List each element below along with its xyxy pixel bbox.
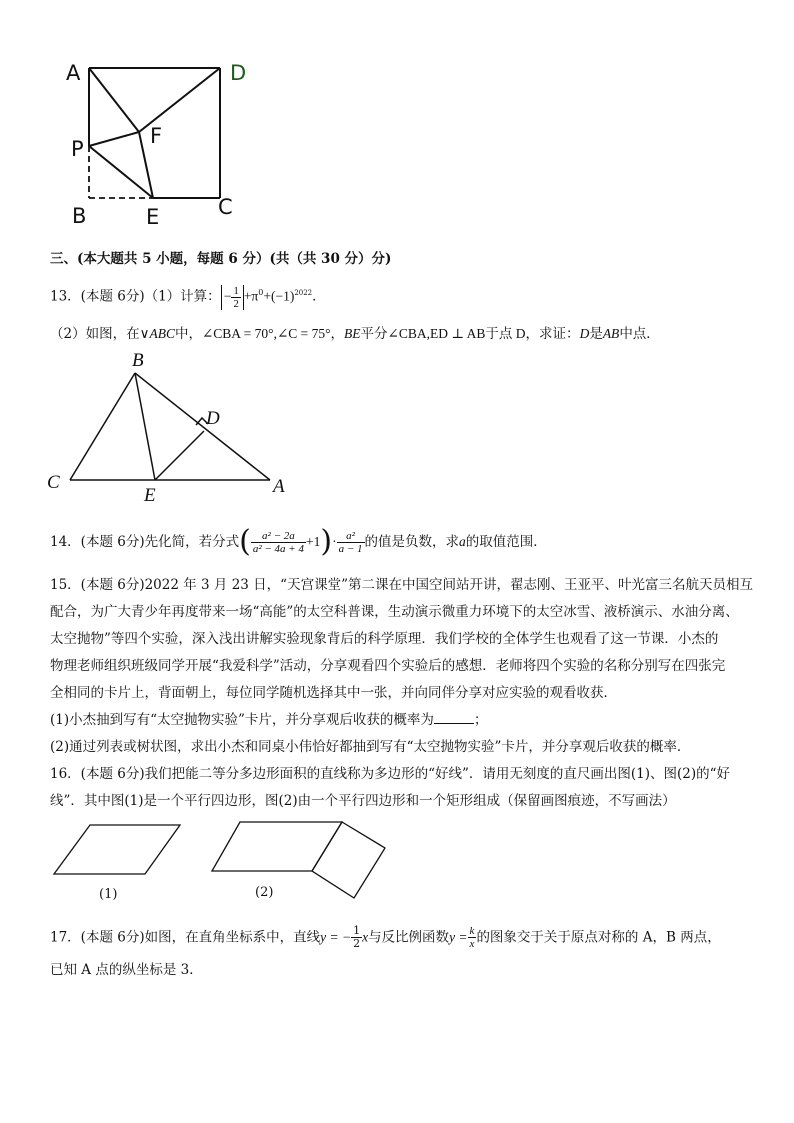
answer-blank[interactable]	[434, 711, 474, 724]
tri-label-E: E	[144, 485, 156, 506]
label-P: P	[71, 137, 84, 161]
q17-line-1: 17．(本题 6分)如图，在直角坐标系中，直线y = − $\frac{1}{2}$ x与反比例函数y = $\frac{k}{x}$ 的图象交于关于原点对称的 A，B 两点，	[50, 924, 721, 950]
label-F: F	[150, 124, 163, 148]
abs-value: − $\frac{1}{2}$	[221, 285, 244, 310]
segment-DF	[139, 68, 220, 132]
q15-line-4: 物理老师组织班级同学开展“我爱科学”活动，分享观看四个实验后的感想．老师将四个实验的名称分别写在四张完	[50, 658, 726, 674]
tri-label-B: B	[132, 350, 144, 371]
parallelogram-2	[212, 822, 342, 871]
label-C: C	[218, 195, 233, 219]
q17-fraction-kx: $\frac{k}{x}$	[469, 925, 475, 950]
q15-sub1: (1)小杰抽到写有“太空抛物实验”卡片，并分享观后收获的概率为 ；	[50, 712, 488, 728]
label-E: E	[146, 205, 160, 229]
q13-pi-term: +π	[243, 288, 259, 304]
q16-line-2: 线”．其中图(1)是一个平行四边形，图(2)由一个平行四边形和一个矩形组成（保留画图痕迹，不写画法）	[50, 793, 676, 809]
q17-fraction-half: $\frac{1}{2}$	[353, 924, 361, 950]
q13-fraction: $\frac{1}{2}$	[233, 284, 239, 310]
tri-label-A: A	[273, 476, 285, 497]
edge-CB	[70, 373, 135, 480]
label-A: A	[66, 61, 81, 85]
triangle-figure	[70, 373, 270, 480]
q15-line-2: 配合，为广大青少年再度带来一场“高能”的太空科普课，生动演示微重力环境下的太空冰雪、液桥演示、水油分离、	[50, 604, 739, 620]
q15-line-3: 太空抛物”等四个实验，深入浅出讲解实验现象背后的科学原理．我们学校的全体学生也观看了这一节课．小杰的	[50, 631, 719, 647]
tri-label-D: D	[206, 408, 220, 429]
q13-line1: 13．(本题 6分)（1）计算： − $\frac{1}{2}$ $+\pi^0+(-1)^{2022}$．	[50, 284, 326, 310]
q15-line-1: 15．(本题 6分)2022 年 3 月 23 日，“天宫课堂”第二课在中国空间站开讲，翟志刚、王亚平、叶光富三名航天员相互	[50, 577, 753, 593]
q13-prefix: 13．(本题 6分)（1）计算：	[50, 288, 221, 305]
q13-neg-term: +(−1)	[263, 288, 295, 304]
q17-line-2: 已知 A 点的纵坐标是 3．	[50, 962, 203, 978]
parallelogram-1	[54, 825, 180, 874]
tri-label-C: C	[47, 472, 60, 493]
edge-BA	[135, 373, 270, 480]
q15-sub2: (2)通过列表或树状图，求出小杰和同桌小伟恰好都抽到写有“太空抛物实验”卡片，并分享观后收获的概率．	[50, 739, 691, 755]
label-B: B	[72, 204, 87, 228]
segment-ED	[155, 431, 204, 480]
q16-line-1: 16．(本题 6分)我们把能二等分多边形面积的直线称为多边形的“好线”．请用无刻度的直尺画出图(1)、图(2)的“好	[50, 766, 731, 782]
rectangle-2	[312, 822, 385, 898]
segment-AF	[89, 68, 139, 132]
fig-label-1: (1)	[99, 887, 118, 902]
fig-label-2: (2)	[255, 885, 274, 900]
q15-line-5: 全相同的卡片上，背面朝上，每位同学随机选择其中一张，并向同伴分享对应实验的观看收获．	[50, 685, 617, 701]
q14-fraction-1: $\frac{\text{a² − 2a}}{\text{a² − 4a + 4}}$	[252, 529, 304, 555]
label-D: D	[230, 61, 247, 85]
segment-BE	[135, 373, 155, 480]
q13-line2: （2）如图，在∨ABC中，∠CBA = 70°,∠C = 75°，BE平分∠CBA,ED ⊥ AB于点 D，求证：D是AB中点．	[50, 326, 660, 342]
q14-line: 14．(本题 6分)先化简，若分式( $\frac{\text{a² − 2a}}{\text{a² − 4a + 4}}$ +1)· $\frac{\text{a²}}{a - 1}$ 的值是负数，求a的取值范围．	[50, 524, 547, 559]
section-header: 三、(本大题共 5 小题，每题 6 分）(共（共 30 分）分)	[50, 251, 392, 267]
q14-fraction-2: $\frac{\text{a²}}{a - 1}$	[338, 529, 363, 555]
segment-PF	[89, 132, 139, 146]
